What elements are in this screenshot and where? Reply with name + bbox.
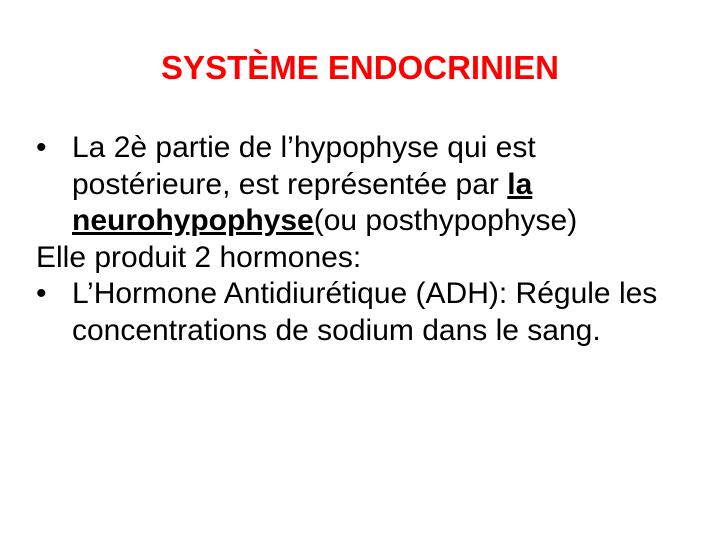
bullet-emphasis: la neurohypophyse xyxy=(72,167,533,237)
slide-body xyxy=(36,130,696,349)
bullet-text: L’Hormone Antidiurétique (ADH): Régule les concentrations de sodium dans le sang. xyxy=(72,277,658,347)
bullet-item-neurohypophyse xyxy=(36,130,696,240)
bullet-icon: • xyxy=(36,131,47,164)
bullet-icon: • xyxy=(36,277,47,310)
bullet-text-end: (ou posthypophyse) xyxy=(313,204,578,237)
bullet-item-adh xyxy=(36,276,696,349)
slide-title: SYSTÈME ENDOCRINIEN xyxy=(161,49,559,86)
bullet-text-start: La 2è partie de l’hypophyse qui est postérieure, est représentée par xyxy=(72,131,536,201)
hormone-intro-line: Elle produit 2 hormones: xyxy=(36,240,362,274)
